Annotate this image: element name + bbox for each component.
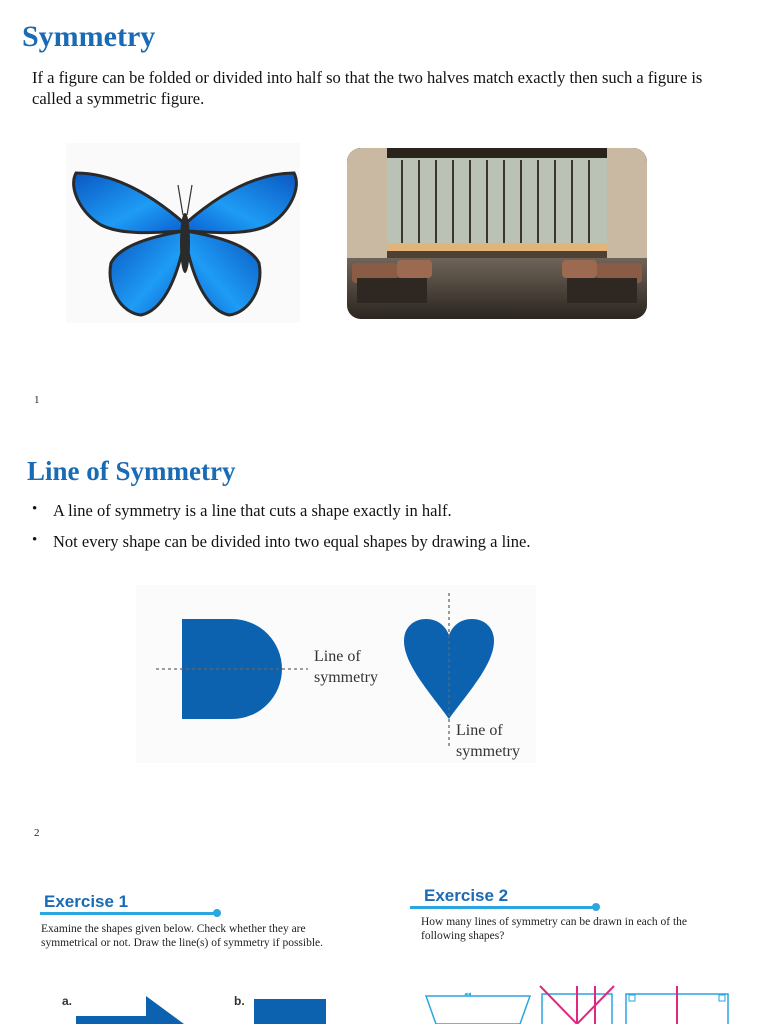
item-b-label: b. (234, 994, 245, 1008)
butterfly-image (66, 143, 300, 323)
exercise-1-underline-dot-icon (213, 909, 221, 917)
exercise-1-instructions (41, 922, 341, 950)
label-line: Line of (456, 722, 503, 739)
label-line: symmetry (314, 669, 378, 686)
page-title: Symmetry (22, 20, 156, 53)
svg-text:◂◂: ◂◂ (464, 990, 472, 998)
bullet-item (32, 500, 753, 521)
bullet-dot-icon: • (32, 501, 38, 517)
item-a-label: a. (62, 994, 73, 1008)
instruction-line: How many lines of symmetry can be drawn in each of the (421, 916, 688, 928)
label-line: Line of (314, 648, 361, 665)
page-number-2: 2 (34, 827, 40, 839)
label-line: symmetry (456, 743, 520, 760)
instruction-line: following shapes? (421, 930, 505, 942)
symmetry-definition: If a figure can be folded or divided into half so that the two halves match exactly then such a figure is called a symmetric figure. (32, 68, 703, 108)
bullet-text: Not every shape can be divided into two equal shapes by drawing a line. (53, 532, 531, 551)
exercise-2-underline (410, 906, 596, 909)
bullet-dot-icon: • (32, 532, 38, 548)
bullet-text: A line of symmetry is a line that cuts a shape exactly in half. (53, 501, 452, 520)
exercise-2-instructions (421, 915, 731, 943)
heart-shape-label (456, 720, 520, 762)
arrow-shape-icon (74, 994, 184, 1024)
exercise-1-title: Exercise 1 (44, 892, 129, 911)
section-title-line-of-symmetry: Line of Symmetry (27, 456, 236, 486)
instruction-line: Examine the shapes given below. Check whether they are (41, 923, 306, 935)
exercise-2-title: Exercise 2 (424, 886, 509, 905)
bullet-item (32, 531, 753, 552)
page-number-1: 1 (34, 394, 40, 406)
rectangle-shape-icon (254, 999, 326, 1024)
d-shape-label (314, 646, 378, 688)
exercise-2-shapes (420, 984, 740, 1024)
symmetric-lounge-photo (347, 148, 647, 319)
line-of-symmetry-diagram (136, 585, 536, 763)
instruction-line: symmetrical or not. Draw the line(s) of symmetry if possible. (41, 937, 324, 949)
exercise-1-underline (40, 912, 216, 915)
exercise-2-underline-dot-icon (592, 903, 600, 911)
